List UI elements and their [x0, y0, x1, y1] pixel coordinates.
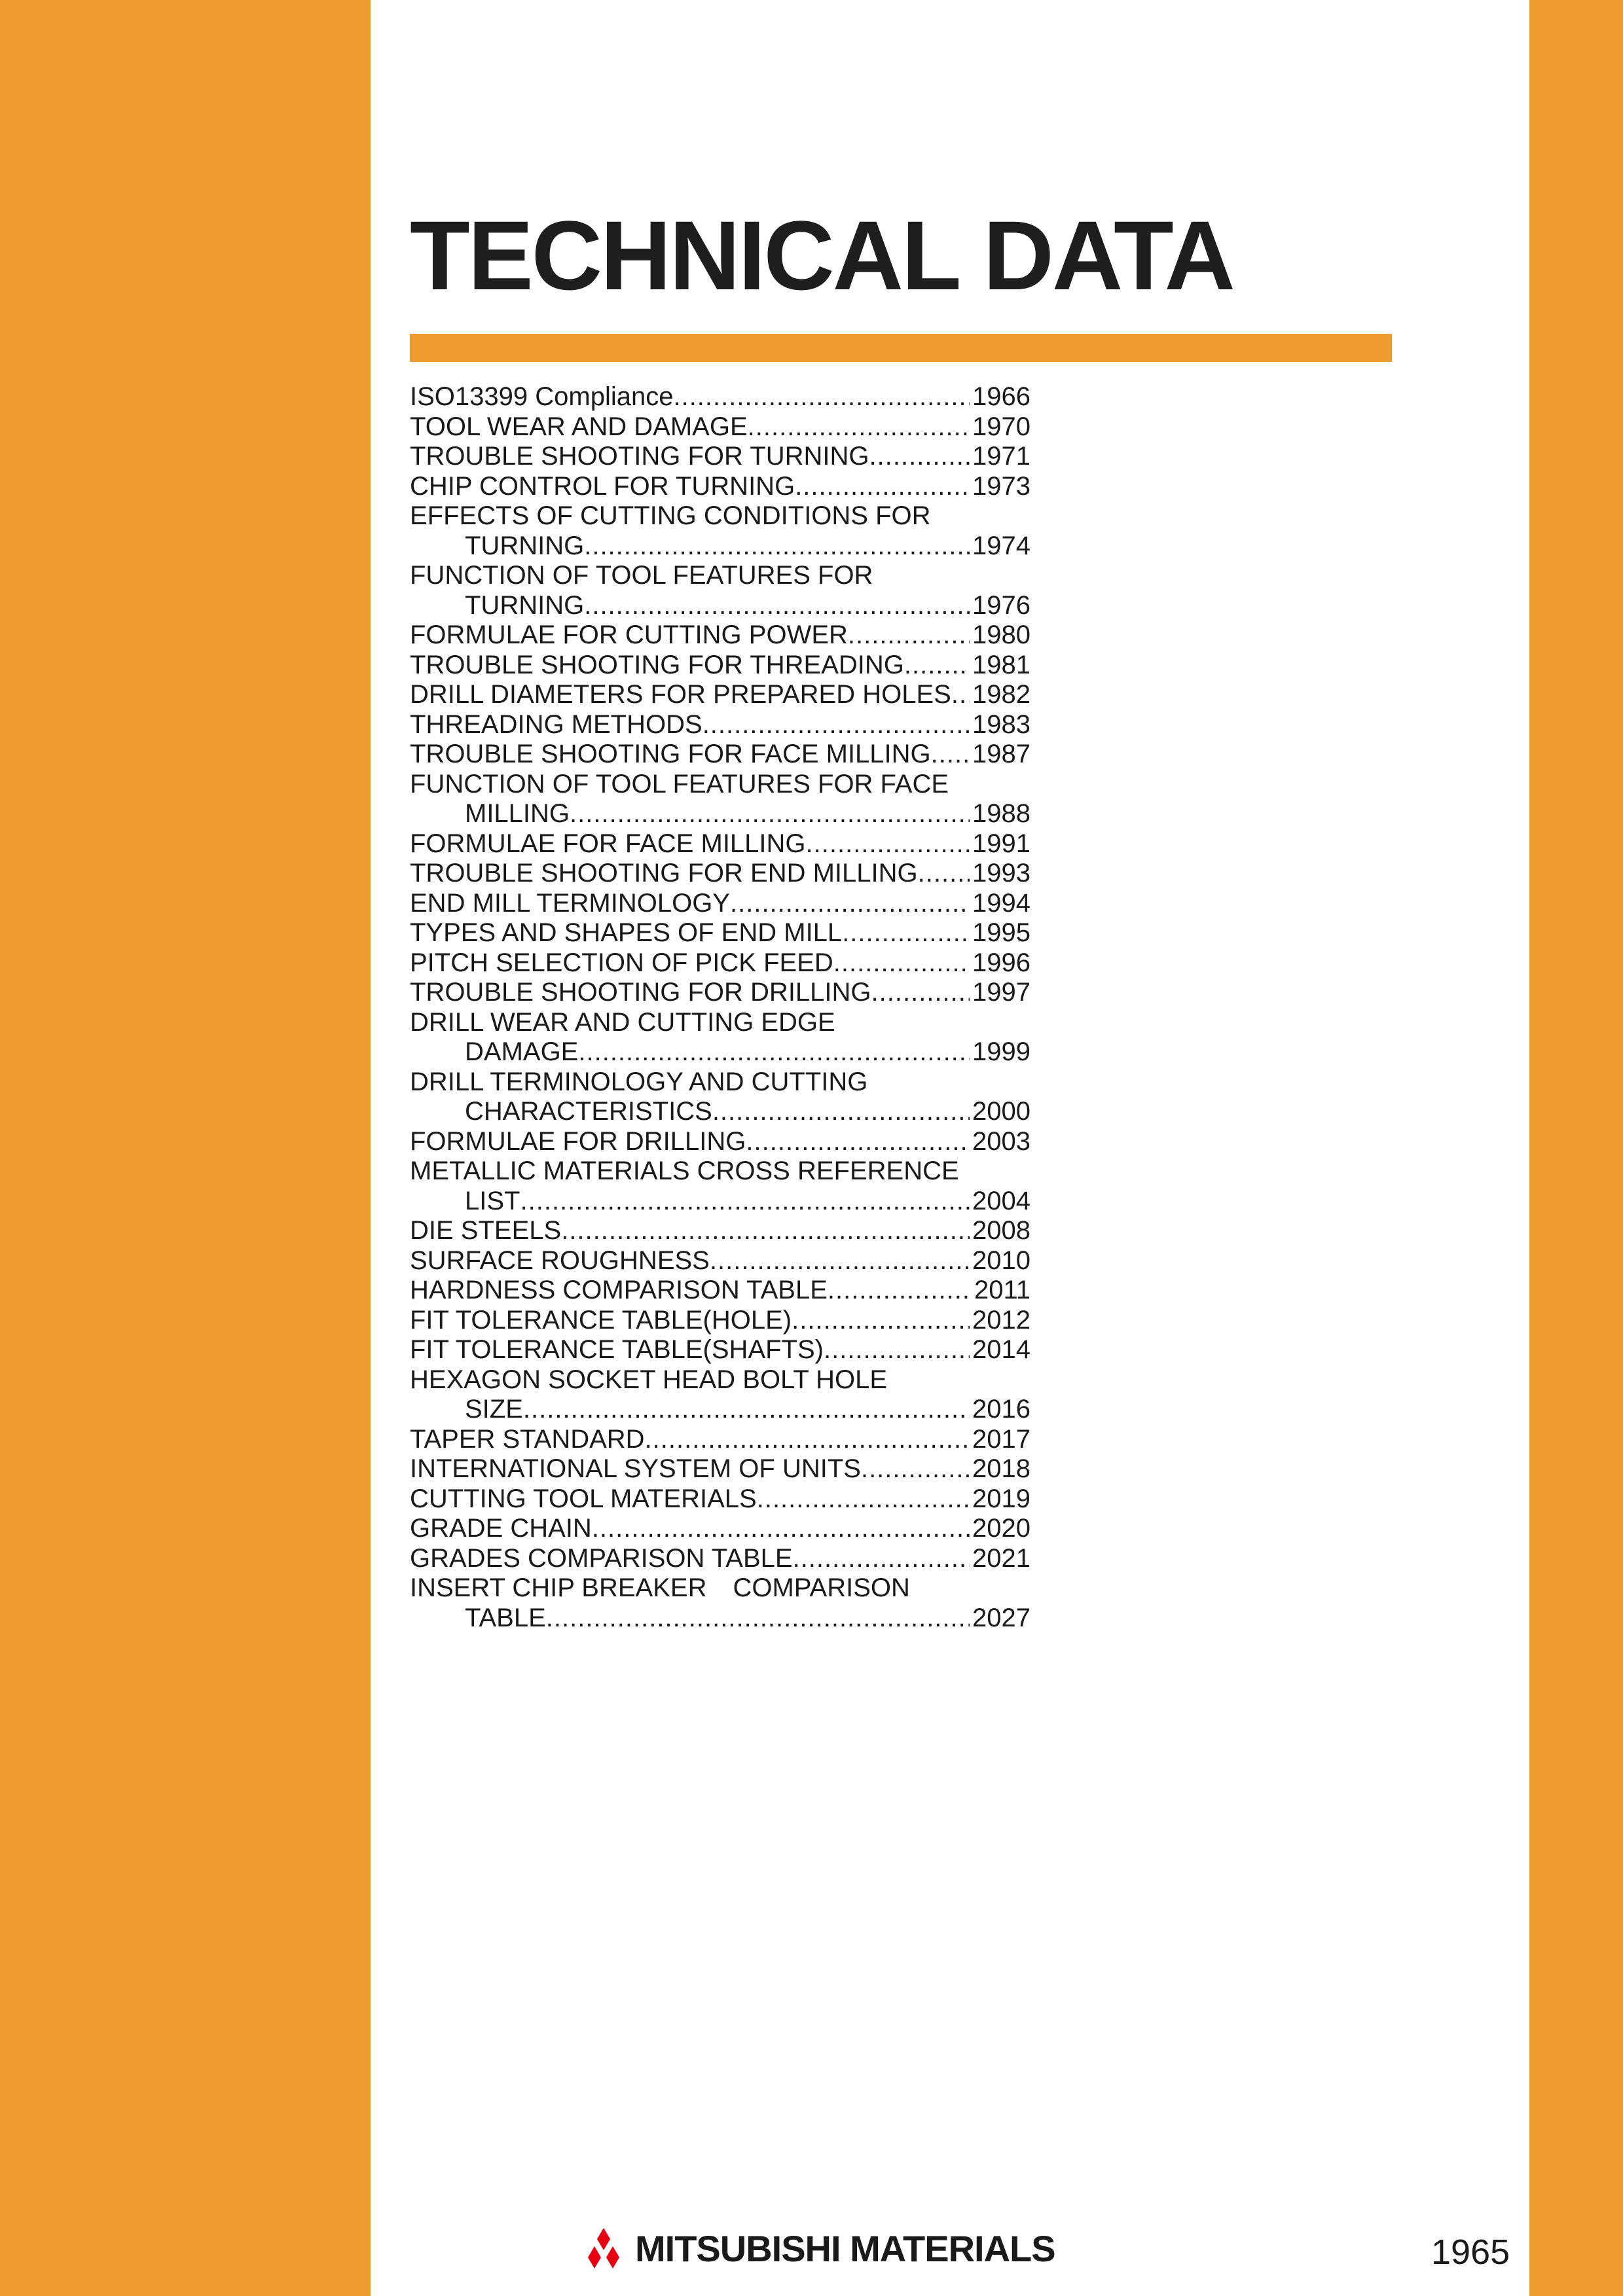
toc-entry-title: GRADES COMPARISON TABLE: [410, 1543, 793, 1573]
toc-dot-leader: [673, 382, 970, 412]
toc-entry-title: INTERNATIONAL SYSTEM OF UNITS: [410, 1454, 861, 1483]
toc-dot-leader: [592, 1514, 970, 1544]
toc-entry-page: 1994: [972, 888, 1030, 918]
toc-dot-leader: [570, 799, 970, 829]
toc-dot-leader: [793, 1544, 970, 1574]
toc-entry-page: 2008: [972, 1216, 1030, 1245]
toc-entry: [410, 1157, 1030, 1216]
toc-entry-title-continuation: LIST: [465, 1186, 520, 1215]
toc-entry: [410, 1127, 1030, 1157]
toc-entry: [410, 680, 1030, 710]
toc-entry-page: 2004: [972, 1186, 1030, 1215]
toc-entry: [410, 382, 1030, 412]
toc-entry-title: CUTTING TOOL MATERIALS: [410, 1484, 757, 1513]
toc-entry-page: 1983: [972, 709, 1030, 739]
toc-entry-page: 2019: [972, 1484, 1030, 1513]
toc-entry-page: 1993: [972, 859, 1030, 888]
toc-entry-title: FORMULAE FOR FACE MILLING: [410, 829, 806, 858]
toc-entry: [410, 1335, 1030, 1365]
toc-entry-title: TROUBLE SHOOTING FOR THREADING: [410, 650, 904, 679]
toc-dot-leader: [795, 472, 970, 502]
toc-entry-page: 1996: [972, 948, 1030, 977]
toc-entry: [410, 948, 1030, 978]
right-orange-band: [1529, 0, 1623, 2296]
toc-dot-leader: [730, 889, 970, 919]
toc-entry-page: 1980: [972, 620, 1030, 649]
toc-entry-title: DRILL DIAMETERS FOR PREPARED HOLES: [410, 680, 951, 709]
page-title: TECHNICAL DATA: [410, 200, 1233, 310]
toc-entry-title: DIE STEELS: [410, 1216, 562, 1245]
toc-entry-title: DRILL TERMINOLOGY AND CUTTING: [410, 1067, 868, 1096]
toc-entry-page: 2018: [972, 1454, 1030, 1483]
toc-entry: [410, 1216, 1030, 1246]
toc-entry-title-continuation: SIZE: [465, 1395, 523, 1424]
toc-entry-title: TROUBLE SHOOTING FOR END MILLING: [410, 859, 918, 888]
toc-dot-leader: [848, 620, 970, 651]
table-of-contents: [410, 382, 1030, 1633]
toc-dot-leader: [861, 1454, 970, 1484]
toc-entry-page: 2011: [974, 1276, 1030, 1304]
brand-logo: [581, 2225, 1055, 2271]
toc-entry-continuation-line: [410, 799, 1030, 829]
toc-entry: [410, 1514, 1030, 1544]
toc-entry: [410, 1276, 1030, 1306]
toc-entry: [410, 859, 1030, 889]
toc-entry-title: GRADE CHAIN: [410, 1514, 592, 1543]
toc-dot-leader: [904, 651, 970, 681]
toc-entry-page: 1966: [972, 382, 1030, 411]
toc-entry-title: END MILL TERMINOLOGY: [410, 888, 730, 918]
toc-entry-continuation-line: [410, 1037, 1030, 1067]
toc-entry-page: 1987: [972, 740, 1030, 768]
toc-dot-leader: [645, 1425, 970, 1455]
toc-entry-continuation-line: [410, 591, 1030, 621]
toc-entry: [410, 472, 1030, 502]
toc-dot-leader: [824, 1335, 970, 1365]
toc-entry-title: TROUBLE SHOOTING FOR TURNING: [410, 442, 869, 471]
toc-entry-title-continuation: TURNING: [465, 531, 585, 560]
toc-entry-page: 1997: [972, 978, 1030, 1007]
toc-entry: [410, 740, 1030, 770]
toc-entry: [410, 1306, 1030, 1336]
toc-entry-title: FORMULAE FOR DRILLING: [410, 1126, 746, 1156]
toc-entry-title: HARDNESS COMPARISON TABLE: [410, 1276, 828, 1304]
toc-dot-leader: [951, 680, 970, 710]
toc-entry-title: EFFECTS OF CUTTING CONDITIONS FOR: [410, 501, 931, 530]
toc-entry: [410, 1008, 1030, 1067]
toc-entry-page: 2021: [972, 1543, 1030, 1573]
toc-entry-title: TYPES AND SHAPES OF END MILL: [410, 918, 843, 947]
toc-entry-page: 2020: [972, 1514, 1030, 1543]
toc-entry: [410, 1454, 1030, 1484]
brand-name: MITSUBISHI MATERIALS: [635, 2227, 1055, 2269]
toc-entry-title: THREADING METHODS: [410, 709, 702, 739]
toc-entry: [410, 501, 1030, 561]
toc-entry: [410, 1573, 1030, 1633]
toc-entry-page: 1999: [972, 1037, 1030, 1066]
toc-entry-title: PITCH SELECTION OF PICK FEED: [410, 948, 833, 977]
toc-entry-title: METALLIC MATERIALS CROSS REFERENCE: [410, 1157, 959, 1185]
toc-entry-title: TROUBLE SHOOTING FOR FACE MILLING: [410, 740, 931, 768]
toc-entry-page: 1974: [972, 531, 1030, 560]
toc-dot-leader: [869, 442, 970, 472]
toc-entry-continuation-line: [410, 1604, 1030, 1634]
toc-entry: [410, 1365, 1030, 1425]
toc-entry-page: 1970: [972, 412, 1030, 441]
toc-entry-page: 2017: [972, 1424, 1030, 1454]
toc-dot-leader: [561, 1216, 970, 1246]
toc-entry: [410, 918, 1030, 948]
toc-entry-page: 2003: [972, 1126, 1030, 1156]
toc-entry-page: 1995: [972, 918, 1030, 947]
toc-dot-leader: [584, 531, 970, 562]
toc-entry: [410, 710, 1030, 740]
toc-dot-leader: [806, 829, 970, 859]
toc-dot-leader: [702, 710, 970, 740]
toc-dot-leader: [584, 591, 970, 621]
toc-entry-title: FUNCTION OF TOOL FEATURES FOR FACE: [410, 769, 949, 798]
toc-entry: [410, 1067, 1030, 1127]
toc-entry-page: 1973: [972, 471, 1030, 501]
toc-entry-title-continuation: DAMAGE: [465, 1037, 579, 1066]
toc-entry-page: 2010: [972, 1246, 1030, 1275]
toc-entry-title: FIT TOLERANCE TABLE(SHAFTS): [410, 1335, 824, 1364]
toc-entry: [410, 770, 1030, 829]
toc-dot-leader: [918, 859, 970, 889]
toc-dot-leader: [523, 1395, 970, 1425]
toc-entry-page: 2012: [972, 1305, 1030, 1335]
toc-dot-leader: [520, 1187, 970, 1217]
toc-entry-page: 2027: [972, 1603, 1030, 1632]
toc-entry-page: 2016: [972, 1395, 1030, 1424]
toc-entry-page: 1991: [972, 829, 1030, 858]
toc-dot-leader: [710, 1246, 970, 1276]
toc-dot-leader: [833, 948, 970, 978]
toc-entry-page: 2014: [972, 1335, 1030, 1364]
toc-entry-title: ISO13399 Compliance: [410, 382, 674, 411]
toc-entry-title-continuation: TABLE: [465, 1603, 546, 1632]
title-underline-bar: [410, 334, 1392, 362]
toc-entry-title-continuation: TURNING: [465, 590, 585, 620]
toc-entry: [410, 561, 1030, 620]
toc-entry-page: 1971: [972, 442, 1030, 471]
toc-entry: [410, 978, 1030, 1008]
toc-entry-title: TAPER STANDARD: [410, 1424, 645, 1454]
toc-entry-page: 1976: [972, 590, 1030, 620]
toc-entry-title: DRILL WEAR AND CUTTING EDGE: [410, 1007, 835, 1037]
toc-entry-page: 1982: [972, 680, 1030, 709]
toc-dot-leader: [746, 1127, 970, 1157]
toc-entry: [410, 1246, 1030, 1276]
toc-entry-continuation-line: [410, 1395, 1030, 1425]
toc-entry-title: TROUBLE SHOOTING FOR DRILLING: [410, 978, 871, 1007]
toc-entry: [410, 1544, 1030, 1574]
toc-entry: [410, 1425, 1030, 1455]
toc-entry-title-continuation: CHARACTERISTICS: [465, 1097, 712, 1126]
left-orange-band: [0, 0, 371, 2296]
toc-dot-leader: [931, 740, 970, 770]
toc-entry-title: HEXAGON SOCKET HEAD BOLT HOLE: [410, 1365, 888, 1394]
toc-entry: [410, 442, 1030, 472]
toc-entry-title: FUNCTION OF TOOL FEATURES FOR: [410, 561, 873, 590]
toc-entry: [410, 412, 1030, 442]
toc-entry: [410, 620, 1030, 651]
toc-entry-title: SURFACE ROUGHNESS: [410, 1246, 710, 1275]
toc-dot-leader: [578, 1037, 970, 1067]
toc-entry-title: CHIP CONTROL FOR TURNING: [410, 471, 795, 501]
toc-entry-title: TOOL WEAR AND DAMAGE: [410, 412, 748, 441]
toc-entry-continuation-line: [410, 1187, 1030, 1217]
toc-dot-leader: [792, 1306, 970, 1336]
toc-entry: [410, 651, 1030, 681]
toc-dot-leader: [748, 412, 970, 442]
three-diamonds-icon: [581, 2228, 626, 2269]
toc-entry-title: FIT TOLERANCE TABLE(HOLE): [410, 1305, 792, 1335]
page-number: 1965: [1431, 2233, 1510, 2272]
toc-entry-title: INSERT CHIP BREAKER COMPARISON: [410, 1573, 910, 1602]
toc-entry-title: FORMULAE FOR CUTTING POWER: [410, 620, 848, 649]
toc-dot-leader: [757, 1484, 970, 1515]
toc-dot-leader: [871, 978, 970, 1008]
toc-entry-page: 1988: [972, 799, 1030, 828]
toc-dot-leader: [828, 1276, 972, 1306]
toc-entry: [410, 1484, 1030, 1515]
toc-dot-leader: [546, 1604, 970, 1634]
toc-dot-leader: [712, 1097, 970, 1127]
toc-entry-continuation-line: [410, 531, 1030, 562]
toc-entry-page: 2000: [972, 1097, 1030, 1126]
toc-entry-title-continuation: MILLING: [465, 799, 570, 828]
toc-entry-continuation-line: [410, 1097, 1030, 1127]
toc-entry: [410, 829, 1030, 859]
toc-dot-leader: [842, 918, 970, 948]
toc-entry: [410, 889, 1030, 919]
toc-entry-page: 1981: [972, 650, 1030, 679]
